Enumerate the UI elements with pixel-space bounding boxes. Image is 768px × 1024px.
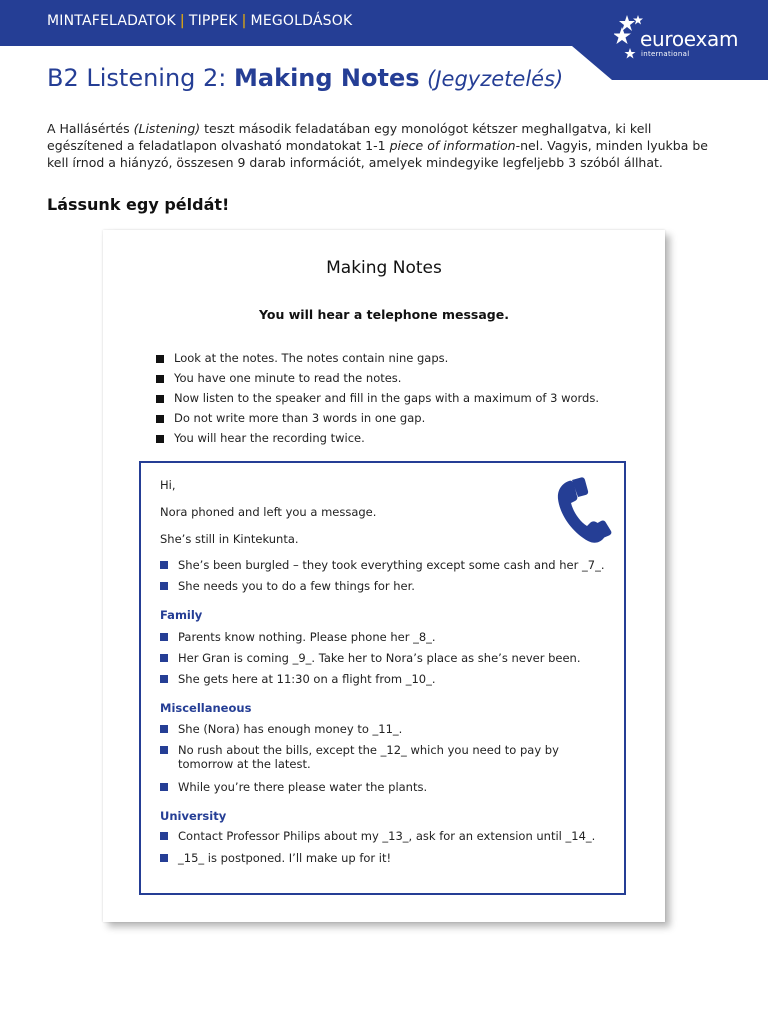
note-bullet: She needs you to do a few things for her. bbox=[160, 579, 618, 593]
instructions-list bbox=[156, 350, 636, 450]
nav-item-tasks[interactable]: MINTAFELADATOK bbox=[47, 13, 176, 29]
intro-term-listening: (Listening) bbox=[133, 121, 201, 136]
note-bullet: She (Nora) has enough money to _11_. bbox=[160, 722, 618, 736]
instruction-item: You will hear the recording twice. bbox=[156, 430, 636, 450]
example-heading: Lássunk egy példát! bbox=[47, 195, 230, 214]
note-greeting: Hi, bbox=[160, 478, 176, 492]
note-bullet: _15_ is postponed. I’ll make up for it! bbox=[160, 851, 618, 865]
header-nav bbox=[47, 13, 352, 29]
message-note-box bbox=[139, 461, 626, 895]
phone-icon bbox=[554, 477, 612, 547]
logo-wordmark: euroexam bbox=[640, 27, 739, 51]
note-bullet: Parents know nothing. Please phone her _8_. bbox=[160, 630, 618, 644]
note-section-family: Family bbox=[160, 608, 203, 622]
note-line: Nora phoned and left you a message. bbox=[160, 505, 377, 519]
card-subtitle: You will hear a telephone message. bbox=[259, 307, 509, 322]
intro-text: A Hallásértés bbox=[47, 121, 134, 136]
note-bullet: She’s been burgled – they took everything except some cash and her _7_. bbox=[160, 558, 618, 572]
nav-item-tips[interactable]: TIPPEK bbox=[188, 13, 238, 29]
nav-separator: | bbox=[179, 13, 185, 29]
intro-term-piece: piece of information bbox=[389, 138, 516, 153]
note-bullet: She gets here at 11:30 on a flight from _10_. bbox=[160, 672, 618, 686]
intro-text: teszt második feladatában egy monológot kétszer meghallgatva, ki kell egészítened a feladatlapon olvasható mondatokat 1-1 bbox=[47, 121, 652, 153]
note-section-miscellaneous: Miscellaneous bbox=[160, 701, 252, 715]
note-line: She’s still in Kintekunta. bbox=[160, 532, 299, 546]
nav-separator: | bbox=[241, 13, 247, 29]
intro-text: -nel. Vagyis, minden lyukba be kell írnod a hiányzó, összesen 9 darab információt, amelyek mindegyike legfeljebb 3 szóból állhat. bbox=[47, 138, 708, 170]
card-title: Making Notes bbox=[326, 258, 442, 278]
instruction-item: You have one minute to read the notes. bbox=[156, 370, 636, 390]
note-bullet: No rush about the bills, except the _12_ which you need to pay by tomorrow at the latest. bbox=[160, 743, 578, 771]
logo-subtitle: international bbox=[641, 50, 690, 58]
intro-paragraph bbox=[47, 120, 727, 171]
page-title bbox=[47, 64, 563, 92]
title-translation: (Jegyzetelés) bbox=[427, 67, 564, 91]
title-main: Making Notes bbox=[234, 64, 420, 92]
instruction-item: Now listen to the speaker and fill in the gaps with a maximum of 3 words. bbox=[156, 390, 636, 410]
euroexam-logo[interactable] bbox=[614, 14, 754, 70]
note-bullet: Contact Professor Philips about my _13_, ask for an extension until _14_. bbox=[160, 829, 618, 843]
note-bullet: Her Gran is coming _9_. Take her to Nora’s place as she’s never been. bbox=[160, 651, 618, 665]
nav-item-solutions[interactable]: MEGOLDÁSOK bbox=[250, 13, 353, 29]
instruction-item: Do not write more than 3 words in one gap. bbox=[156, 410, 636, 430]
title-prefix: B2 Listening 2: bbox=[47, 64, 235, 92]
note-bullet: While you’re there please water the plants. bbox=[160, 780, 618, 794]
note-section-university: University bbox=[160, 809, 227, 823]
exam-card bbox=[103, 230, 665, 922]
instruction-item: Look at the notes. The notes contain nine gaps. bbox=[156, 350, 636, 370]
